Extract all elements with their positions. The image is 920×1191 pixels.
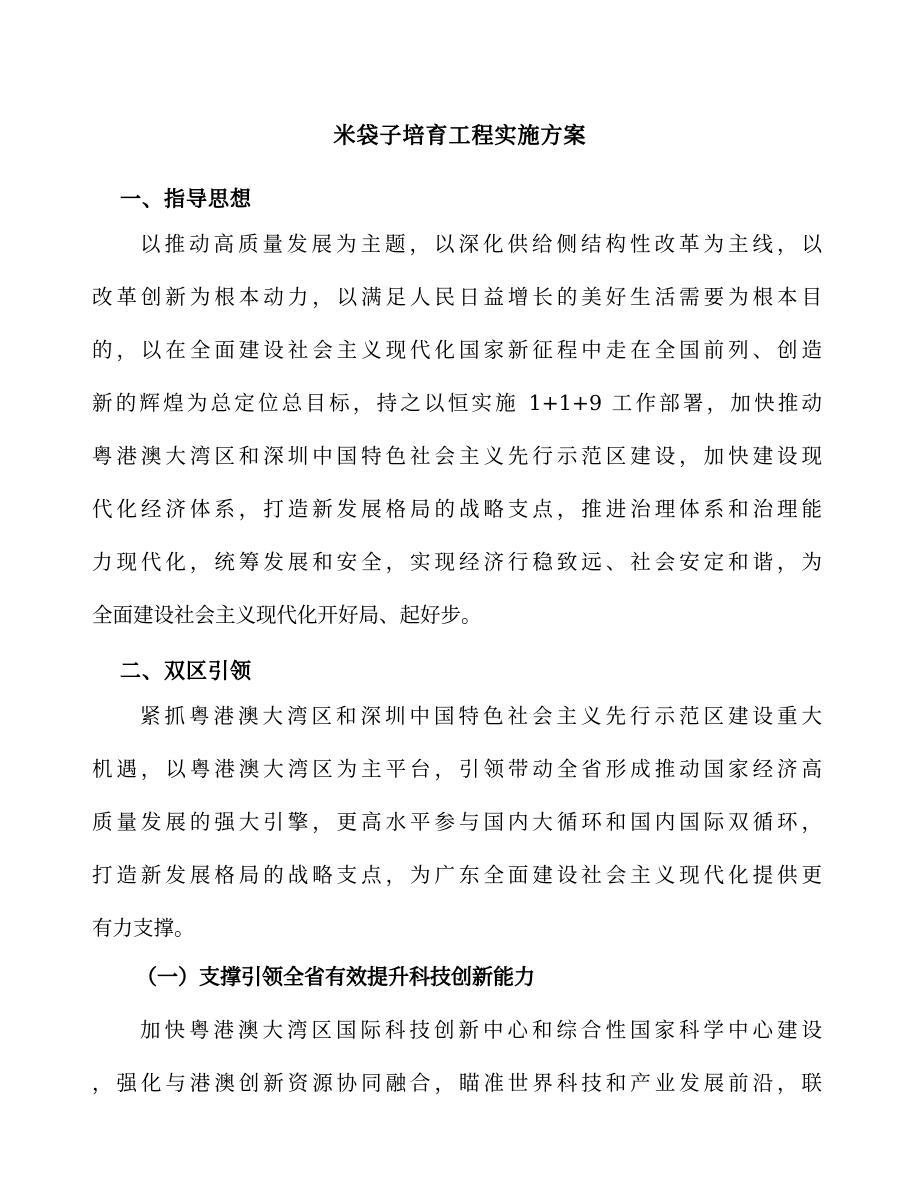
paragraph-line: 机遇，以粤港澳大湾区为主平台，引领带动全省形成推动国家经济高 <box>92 757 822 781</box>
subsection-heading-tech-innovation: （一）支撑引领全省有效提升科技创新能力 <box>136 965 535 989</box>
paragraph-line: 改革创新为根本动力，以满足人民日益增长的美好生活需要为根本目 <box>92 285 822 309</box>
paragraph-line: 力现代化，统筹发展和安全，实现经济行稳致远、社会安定和谐，为 <box>92 550 822 574</box>
paragraph-line: 有力支撑。 <box>92 916 195 940</box>
paragraph-line: 新的辉煌为总定位总目标，持之以恒实施 1+1+9 工作部署，加快推动 <box>92 391 822 415</box>
paragraph-line: 代化经济体系，打造新发展格局的战略支点，推进治理体系和治理能 <box>92 497 822 521</box>
paragraph-line: ，强化与港澳创新资源协同融合，瞄准世界科技和产业发展前沿，联 <box>92 1071 822 1095</box>
paragraph-tech-innovation <box>92 1004 822 1110</box>
paragraph-line: 全面建设社会主义现代化开好局、起好步。 <box>92 603 482 627</box>
paragraph-line: 紧抓粤港澳大湾区和深圳中国特色社会主义先行示范区建设重大 <box>140 704 822 728</box>
paragraph-line: 加快粤港澳大湾区国际科技创新中心和综合性国家科学中心建设 <box>140 1018 822 1042</box>
document-title: 米袋子培育工程实施方案 <box>333 124 587 149</box>
paragraph-guiding-ideology <box>92 218 822 642</box>
section-heading-guiding-ideology: 一、指导思想 <box>120 187 252 211</box>
paragraph-dual-zone <box>92 690 822 955</box>
section-heading-dual-zone: 二、双区引领 <box>120 659 252 683</box>
paragraph-line: 打造新发展格局的战略支点，为广东全面建设社会主义现代化提供更 <box>92 863 822 887</box>
paragraph-line: 以推动高质量发展为主题，以深化供给侧结构性改革为主线，以 <box>140 232 822 256</box>
paragraph-line: 质量发展的强大引擎，更高水平参与国内大循环和国内国际双循环， <box>92 810 822 834</box>
paragraph-line: 的，以在全面建设社会主义现代化国家新征程中走在全国前列、创造 <box>92 338 822 362</box>
paragraph-line: 粤港澳大湾区和深圳中国特色社会主义先行示范区建设，加快建设现 <box>92 444 822 468</box>
